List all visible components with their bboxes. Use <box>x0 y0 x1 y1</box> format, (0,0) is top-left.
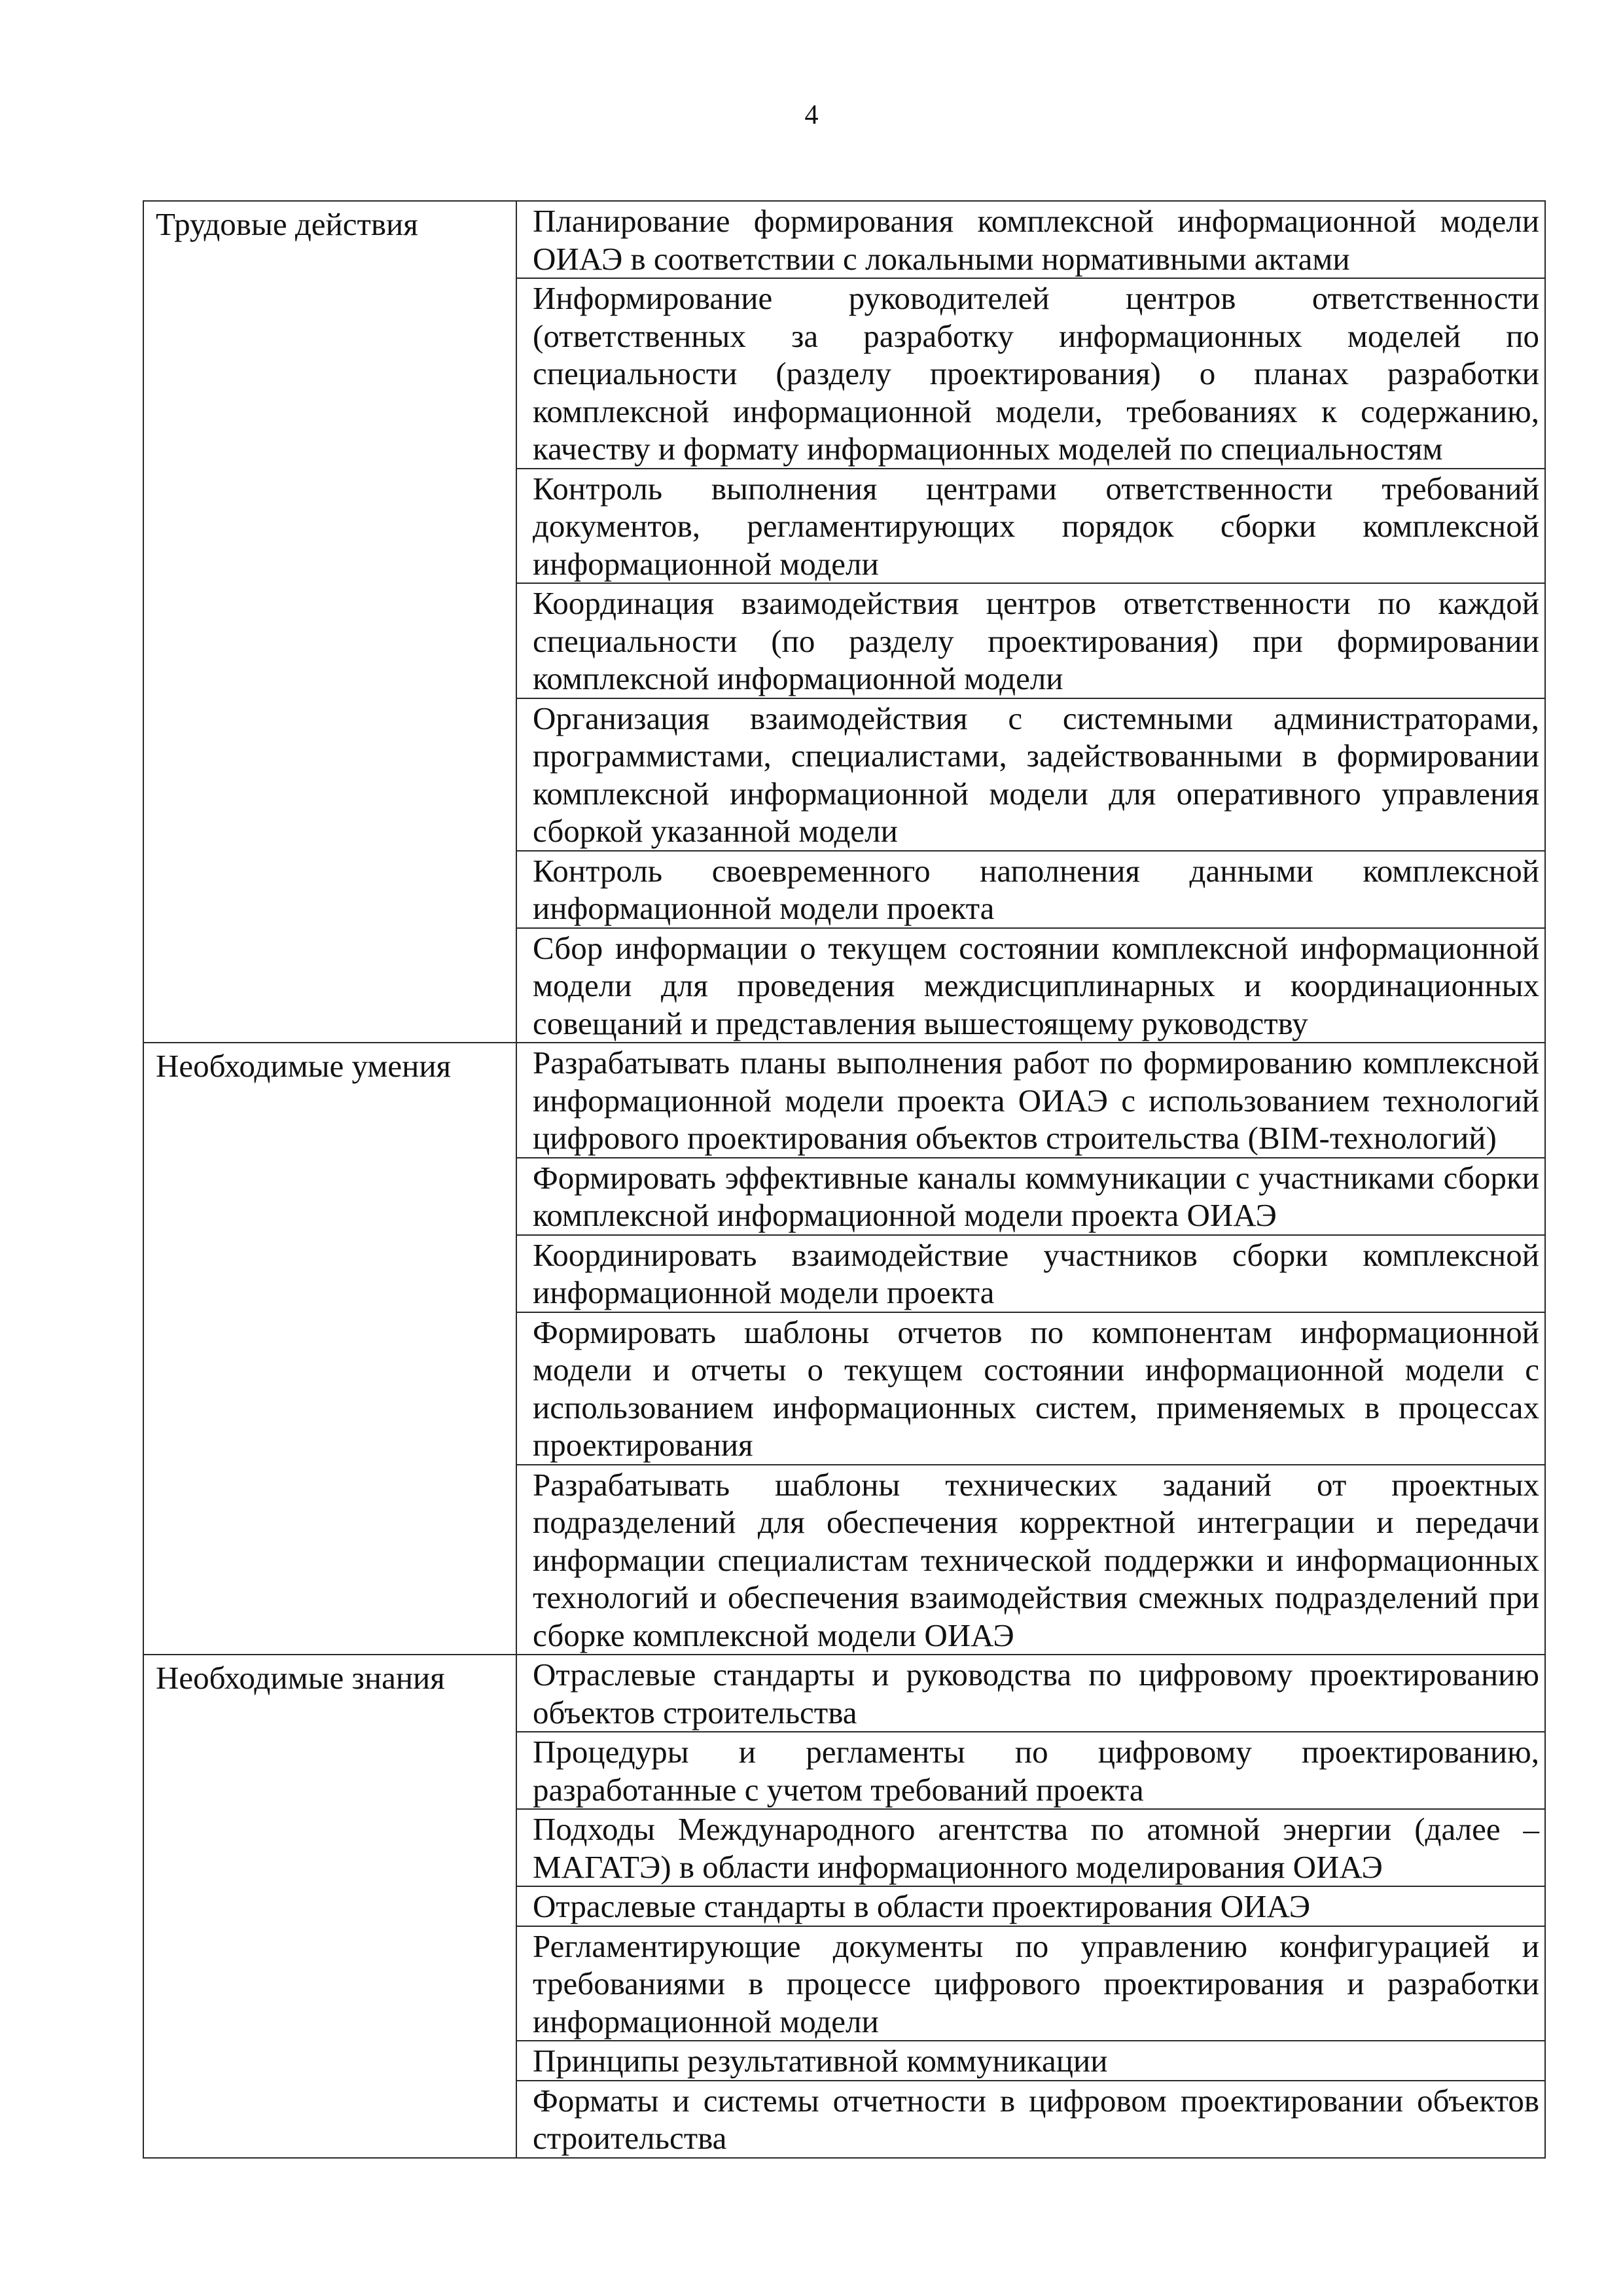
required-skill-entry: Разрабатывать планы выполнения работ по формированию комплексной информационной модели проекта ОИАЭ с использованием технологий цифрового проектирования объектов строительства (BIM-технологий) <box>516 1043 1545 1158</box>
labor-action-entry: Информирование руководителей центров ответственности (ответственных за разработку информационных моделей по специальности (разделу проектирования) о планах разработки комплексной информационной модели, требованиях к содержанию, качеству и формату информационных моделей по специальностям <box>516 278 1545 469</box>
table-row <box>143 1043 1545 1158</box>
required-knowledge-entry: Форматы и системы отчетности в цифровом проектировании объектов строительства <box>516 2081 1545 2158</box>
required-skill-entry: Координировать взаимодействие участников сборки комплексной информационной модели проекта <box>516 1235 1545 1312</box>
page-number: 4 <box>804 100 819 130</box>
required-knowledge-entry: Подходы Международного агентства по атомной энергии (далее – МАГАТЭ) в области информационного моделирования ОИАЭ <box>516 1809 1545 1886</box>
required-knowledge-entry: Отраслевые стандарты и руководства по цифровому проектированию объектов строительства <box>516 1655 1545 1732</box>
table-body <box>143 201 1545 2158</box>
required-knowledge-entry: Регламентирующие документы по управлению конфигурацией и требованиями в процессе цифрового проектирования и разработки информационной модели <box>516 1926 1545 2041</box>
required-knowledge-entry: Процедуры и регламенты по цифровому проектированию, разработанные с учетом требований проекта <box>516 1732 1545 1809</box>
section-label-required-knowledge: Необходимые знания <box>143 1655 516 2158</box>
required-knowledge-entry: Отраслевые стандарты в области проектирования ОИАЭ <box>516 1886 1545 1926</box>
section-label-required-skills: Необходимые умения <box>143 1043 516 1655</box>
labor-action-entry: Контроль выполнения центрами ответственности требований документов, регламентирующих порядок сборки комплексной информационной модели <box>516 469 1545 584</box>
requirements-table <box>143 200 1546 2159</box>
table-row <box>143 1655 1545 1732</box>
required-skill-entry: Формировать шаблоны отчетов по компонентам информационной модели и отчеты о текущем состоянии информационной модели с использованием информационных систем, применяемых в процессах проектирования <box>516 1312 1545 1465</box>
section-label-labor-actions: Трудовые действия <box>143 201 516 1043</box>
labor-action-entry: Организация взаимодействия с системными администраторами, программистами, специалистами, задействованными в формировании комплексной информационной модели для оперативного управления сборкой указанной модели <box>516 698 1545 851</box>
labor-action-entry: Контроль своевременного наполнения данными комплексной информационной модели проекта <box>516 851 1545 928</box>
required-skill-entry: Формировать эффективные каналы коммуникации с участниками сборки комплексной информационной модели проекта ОИАЭ <box>516 1158 1545 1235</box>
required-skill-entry: Разрабатывать шаблоны технических заданий от проектных подразделений для обеспечения корректной интеграции и передачи информации специалистам технической поддержки и информационных технологий и обеспечения взаимодействия смежных подразделений при сборке комплексной модели ОИАЭ <box>516 1465 1545 1655</box>
table-row <box>143 201 1545 278</box>
labor-action-entry: Планирование формирования комплексной информационной модели ОИАЭ в соответствии с локальными нормативными актами <box>516 201 1545 278</box>
labor-action-entry: Сбор информации о текущем состоянии комплексной информационной модели для проведения междисциплинарных и координационных совещаний и представления вышестоящему руководству <box>516 928 1545 1043</box>
required-knowledge-entry: Принципы результативной коммуникации <box>516 2041 1545 2081</box>
labor-action-entry: Координация взаимодействия центров ответственности по каждой специальности (по разделу проектирования) при формировании комплексной информационной модели <box>516 583 1545 698</box>
